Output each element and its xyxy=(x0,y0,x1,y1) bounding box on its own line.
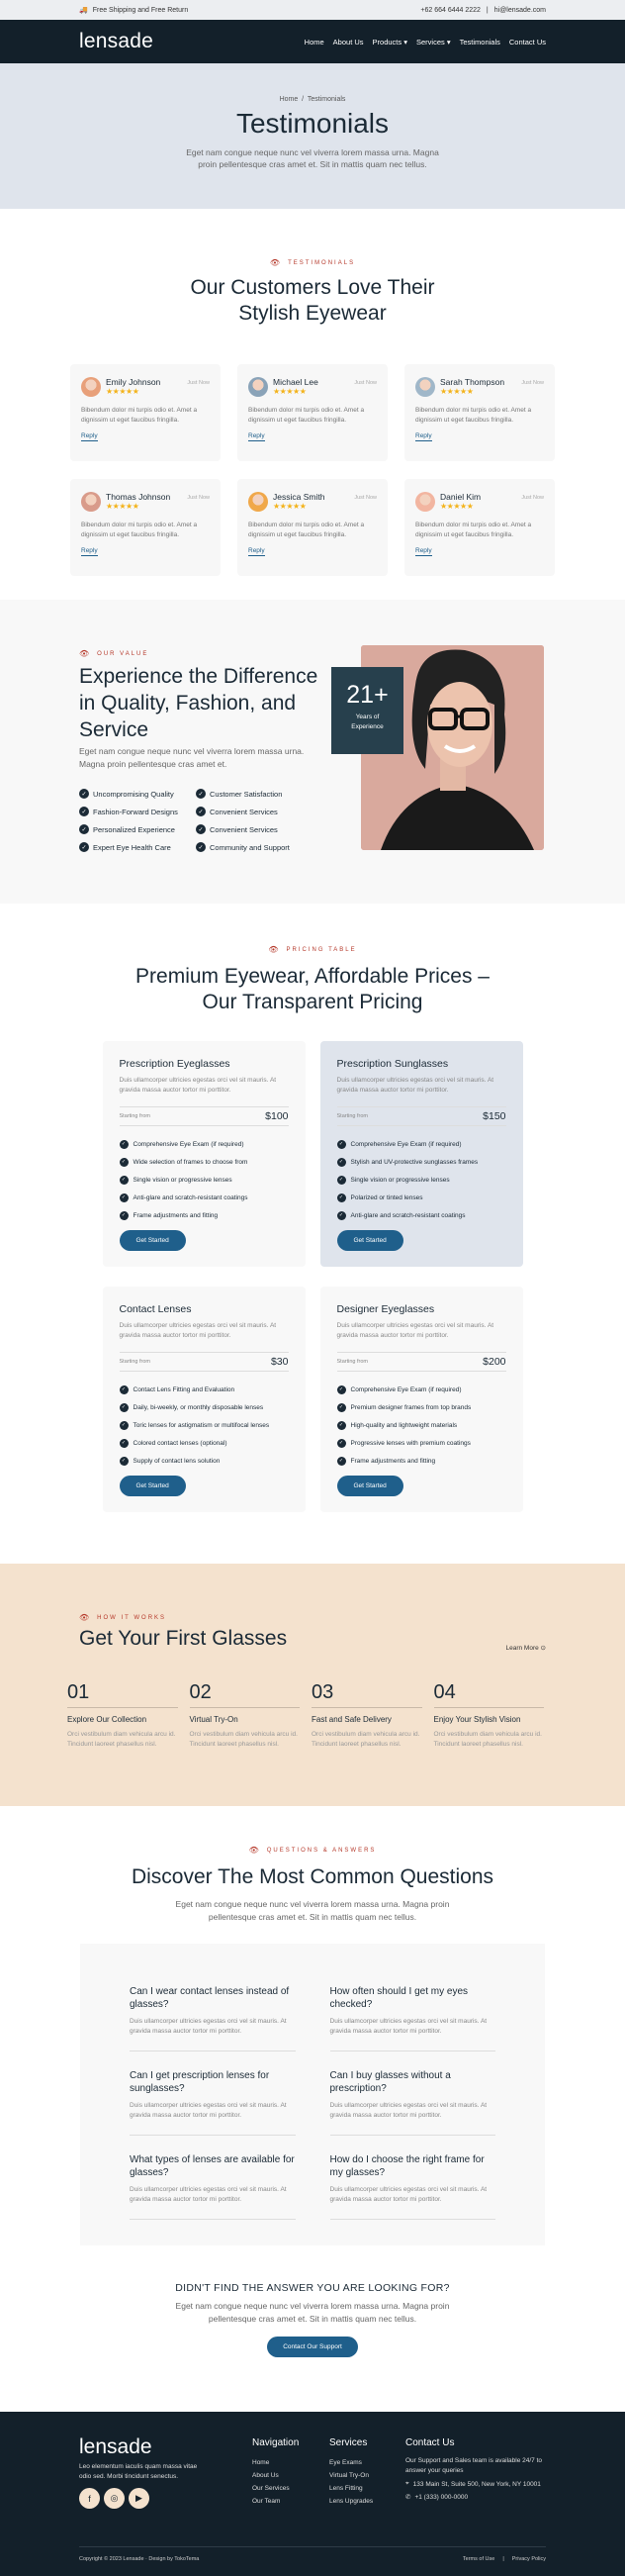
plan-description: Duis ullamcorper ultricies egestas orci vel sit mauris. At gravida massa auctor tortor mi porttitor. xyxy=(336,1322,494,1339)
footer-address: 133 Main St, Suite 500, New York, NY 10001 xyxy=(412,2480,541,2488)
check-icon: ✓ xyxy=(120,1193,129,1202)
footer-link-lens-upgrades[interactable]: Lens Upgrades xyxy=(329,2498,374,2505)
plan-name: Prescription Eyeglasses xyxy=(119,1058,230,1070)
plan-feature: ✓ Progressive lenses with premium coatings xyxy=(337,1434,506,1452)
plan-name: Designer Eyeglasses xyxy=(336,1303,435,1315)
testimonial-card xyxy=(237,479,388,576)
section-description: Eget nam congue neque nunc vel viverra lorem massa urna. Magna proin pellentesque cras amet et. Sit in mattis quam nec tellus. xyxy=(175,1899,450,1922)
learn-more-link[interactable]: Learn More ⊙ xyxy=(505,1645,546,1652)
step-title: Enjoy Your Stylish Vision xyxy=(433,1715,521,1724)
hero-description: Eget nam congue neque nunc vel viverra lorem massa urna. Magna proin pellentesque cras amet et. Sit in mattis quam nec tellus. xyxy=(186,147,439,169)
logo[interactable]: lensade xyxy=(79,30,153,52)
check-icon: ✓ xyxy=(337,1421,346,1430)
cta-description: Eget nam congue neque nunc vel viverra lorem massa urna. Magna proin pellentesque cras amet et. Sit in mattis quam nec tellus. xyxy=(175,2301,450,2324)
faq-question[interactable]: Can I wear contact lenses instead of glasses? xyxy=(130,1986,290,2010)
footer-logo[interactable]: lensade xyxy=(79,2435,152,2458)
customer-name: Emily Johnson xyxy=(106,377,161,387)
pricing-card xyxy=(103,1287,306,1512)
avatar xyxy=(415,377,435,397)
customer-name: Sarah Thompson xyxy=(440,377,505,387)
plan-feature: ✓ Anti-glare and scratch-resistant coatings xyxy=(120,1189,289,1206)
footer-contact xyxy=(405,2437,544,2501)
faq-list xyxy=(80,1944,545,2245)
check-icon: ✓ xyxy=(337,1193,346,1202)
cta-title: DIDN'T FIND THE ANSWER YOU ARE LOOKING FOR? xyxy=(175,2282,450,2294)
section-eyebrow: 👁 TESTIMONIALS xyxy=(269,258,356,267)
starting-label: Starting from xyxy=(336,1359,368,1365)
value-item: ✓ Personalized Experience xyxy=(79,824,196,834)
testimonial-card xyxy=(404,479,555,576)
review-date: Just Now xyxy=(521,380,544,386)
check-icon: ✓ xyxy=(120,1421,129,1430)
customer-name: Thomas Johnson xyxy=(106,492,171,502)
footer-bottom: Copyright © 2023 Lensade · Design by TokoTema Terms of Use | Privacy Policy xyxy=(79,2546,546,2562)
step-item xyxy=(190,1680,312,1749)
check-icon: ✓ xyxy=(79,789,89,799)
step-description: Orci vestibulum diam vehicula arcu id. Tincidunt laoreet phasellus nisl. xyxy=(67,1731,176,1748)
plan-feature: ✓ Comprehensive Eye Exam (if required) xyxy=(337,1381,506,1398)
review-date: Just Now xyxy=(354,380,377,386)
section-eyebrow: 👁 HOW IT WORKS xyxy=(79,1613,167,1622)
contact-support-button[interactable]: Contact Our Support xyxy=(267,2337,358,2357)
customer-name: Michael Lee xyxy=(273,377,318,387)
section-eyebrow: 👁 OUR VALUE xyxy=(79,649,149,658)
review-text: Bibendum dolor mi turpis odio et. Amet a dignissim ut eget faucibus fringilla. xyxy=(248,407,365,424)
plan-feature: ✓ Comprehensive Eye Exam (if required) xyxy=(120,1135,289,1153)
faq-answer: Duis ullamcorper ultricies egestas orci vel sit mauris. At gravida massa auctor tortor mi porttitor. xyxy=(329,2186,488,2203)
page-hero xyxy=(0,63,625,209)
get-started-button[interactable]: Get Started xyxy=(120,1476,186,1496)
faq-question[interactable]: Can I get prescription lenses for sunglasses? xyxy=(130,2070,270,2094)
eye-icon: 👁 xyxy=(248,1846,261,1855)
footer-navigation xyxy=(252,2437,299,2508)
footer-link-home[interactable]: Home xyxy=(252,2459,270,2466)
check-icon: ✓ xyxy=(337,1385,346,1394)
check-icon: ✓ xyxy=(120,1439,129,1448)
pricing-section xyxy=(0,945,625,1512)
section-title: Discover The Most Common Questions xyxy=(131,1865,494,1888)
get-started-button[interactable]: Get Started xyxy=(120,1230,186,1251)
check-icon: ✓ xyxy=(120,1176,129,1185)
nav-home[interactable]: Home xyxy=(304,37,324,47)
page-title: Testimonials xyxy=(235,108,390,139)
step-number: 04 xyxy=(434,1680,545,1708)
faq-question[interactable]: How do I choose the right frame for my glasses? xyxy=(329,2154,485,2178)
main-nav xyxy=(0,20,625,63)
nav-services[interactable]: Services ▾ xyxy=(416,37,451,47)
faq-item[interactable] xyxy=(330,2153,496,2220)
plan-name: Contact Lenses xyxy=(119,1303,192,1315)
plan-feature: ✓ Frame adjustments and fitting xyxy=(120,1206,289,1224)
value-item: ✓ Uncompromising Quality xyxy=(79,789,196,799)
footer-link-virtual-try-on[interactable]: Virtual Try-On xyxy=(329,2472,369,2479)
step-number: 01 xyxy=(67,1680,178,1708)
footer-services-title: Services xyxy=(329,2437,368,2448)
review-text: Bibendum dolor mi turpis odio et. Amet a dignissim ut eget faucibus fringilla. xyxy=(415,407,532,424)
pricing-card xyxy=(103,1041,306,1267)
faq-item[interactable] xyxy=(130,1985,296,2051)
footer xyxy=(0,2412,625,2576)
review-date: Just Now xyxy=(187,380,210,386)
section-title: Experience the Difference in Quality, Fashion, and Service xyxy=(79,665,318,741)
faq-item[interactable] xyxy=(130,2069,296,2136)
step-title: Explore Our Collection xyxy=(67,1715,147,1724)
plan-feature: ✓ Anti-glare and scratch-resistant coatings xyxy=(337,1206,506,1224)
check-icon: ✓ xyxy=(337,1176,346,1185)
eye-icon: 👁 xyxy=(268,945,281,954)
faq-item[interactable] xyxy=(130,2153,296,2220)
review-date: Just Now xyxy=(354,495,377,501)
step-title: Virtual Try-On xyxy=(189,1715,238,1724)
rating-stars: ★★★★★ xyxy=(440,502,474,511)
customer-name: Daniel Kim xyxy=(440,492,482,502)
testimonials-section xyxy=(0,209,625,576)
terms-link[interactable]: Terms of Use xyxy=(462,2556,495,2562)
step-description: Orci vestibulum diam vehicula arcu id. Tincidunt laoreet phasellus nisl. xyxy=(433,1731,542,1748)
breadcrumb-current: Testimonials xyxy=(307,96,346,103)
plan-feature: ✓ Comprehensive Eye Exam (if required) xyxy=(337,1135,506,1153)
plan-feature: ✓ Toric lenses for astigmatism or multifocal lenses xyxy=(120,1416,289,1434)
plan-feature: ✓ High-quality and lightweight materials xyxy=(337,1416,506,1434)
check-icon: ✓ xyxy=(79,807,89,816)
footer-contact-title: Contact Us xyxy=(405,2437,455,2448)
plan-feature: ✓ Daily, bi-weekly, or monthly disposable lenses xyxy=(120,1398,289,1416)
step-number: 03 xyxy=(312,1680,422,1708)
footer-about: Leo elementum iaculis quam massa vitae odio sed. Morbi tincidunt senectus. xyxy=(79,2463,198,2480)
check-icon: ✓ xyxy=(196,824,206,834)
step-number: 02 xyxy=(190,1680,301,1708)
plan-price: $30 xyxy=(270,1356,289,1368)
breadcrumb: Home / Testimonials xyxy=(279,96,346,103)
starting-label: Starting from xyxy=(336,1113,368,1119)
value-section xyxy=(0,600,625,904)
value-item: ✓ Convenient Services xyxy=(196,824,305,834)
plan-price: $150 xyxy=(483,1110,506,1122)
section-eyebrow: 👁 PRICING TABLE xyxy=(268,945,357,954)
eye-icon: 👁 xyxy=(269,258,283,267)
testimonial-card xyxy=(70,364,221,461)
plan-description: Duis ullamcorper ultricies egestas orci vel sit mauris. At gravida massa auctor tortor mi porttitor. xyxy=(336,1077,494,1094)
plan-feature: ✓ Colored contact lenses (optional) xyxy=(120,1434,289,1452)
faq-section xyxy=(0,1846,625,2245)
step-item xyxy=(434,1680,557,1749)
avatar xyxy=(81,377,101,397)
check-icon: ✓ xyxy=(79,824,89,834)
review-text: Bibendum dolor mi turpis odio et. Amet a dignissim ut eget faucibus fringilla. xyxy=(81,522,198,538)
plan-feature: ✓ Frame adjustments and fitting xyxy=(337,1452,506,1470)
testimonial-card xyxy=(237,364,388,461)
get-started-button[interactable]: Get Started xyxy=(337,1476,403,1496)
how-it-works-section xyxy=(0,1564,625,1806)
youtube-icon[interactable]: ▶ xyxy=(129,2488,149,2509)
plan-name: Prescription Sunglasses xyxy=(336,1058,449,1070)
step-item xyxy=(312,1680,434,1749)
plan-description: Duis ullamcorper ultricies egestas orci vel sit mauris. At gravida massa auctor tortor mi porttitor. xyxy=(119,1322,277,1339)
phone-icon: ✆ xyxy=(405,2494,411,2501)
eye-icon: 👁 xyxy=(79,1613,92,1622)
review-date: Just Now xyxy=(521,495,544,501)
plan-feature: ✓ Wide selection of frames to choose from xyxy=(120,1153,289,1171)
avatar xyxy=(248,377,268,397)
check-icon: ✓ xyxy=(120,1457,129,1466)
check-icon: ✓ xyxy=(120,1211,129,1220)
rating-stars: ★★★★★ xyxy=(106,502,139,511)
instagram-icon[interactable]: ◎ xyxy=(104,2488,125,2509)
privacy-link[interactable]: Privacy Policy xyxy=(511,2556,546,2562)
review-text: Bibendum dolor mi turpis odio et. Amet a dignissim ut eget faucibus fringilla. xyxy=(248,522,365,538)
value-item: ✓ Expert Eye Health Care xyxy=(79,842,196,852)
faq-answer: Duis ullamcorper ultricies egestas orci vel sit mauris. At gravida massa auctor tortor mi porttitor. xyxy=(130,2018,287,2035)
reply-link[interactable]: Reply xyxy=(248,432,265,439)
section-title: Get Your First Glasses xyxy=(79,1627,288,1650)
plan-feature: ✓ Stylish and UV-protective sunglasses frames xyxy=(337,1153,506,1171)
plan-feature: ✓ Supply of contact lens solution xyxy=(120,1452,289,1470)
section-description: Eget nam congue neque nunc vel viverra lorem massa urna. Magna proin pellentesque cras amet et. xyxy=(79,746,305,769)
check-icon: ✓ xyxy=(120,1140,129,1149)
footer-link-eye-exams[interactable]: Eye Exams xyxy=(329,2459,362,2466)
starting-label: Starting from xyxy=(119,1113,150,1119)
value-item: ✓ Community and Support xyxy=(196,842,305,852)
plan-feature: ✓ Polarized or tinted lenses xyxy=(337,1189,506,1206)
experience-number: 21+ xyxy=(346,681,389,709)
footer-phone[interactable]: +1 (333) 000-0000 xyxy=(414,2493,469,2501)
plan-price: $100 xyxy=(265,1110,289,1122)
copyright: Copyright © 2023 Lensade · Design by TokoTema xyxy=(79,2556,200,2562)
step-item xyxy=(67,1680,190,1749)
experience-label: Years of Experience xyxy=(351,714,384,730)
plan-description: Duis ullamcorper ultricies egestas orci vel sit mauris. At gravida massa auctor tortor mi porttitor. xyxy=(119,1077,277,1094)
support-cta xyxy=(0,2282,625,2357)
plan-feature: ✓ Premium designer frames from top brands xyxy=(337,1398,506,1416)
chevron-down-icon: ▾ xyxy=(403,37,407,47)
truck-icon: 🚚 xyxy=(79,7,88,14)
review-text: Bibendum dolor mi turpis odio et. Amet a dignissim ut eget faucibus fringilla. xyxy=(415,522,532,538)
facebook-icon[interactable]: f xyxy=(79,2488,100,2509)
rating-stars: ★★★★★ xyxy=(106,387,139,396)
footer-link-team[interactable]: Our Team xyxy=(252,2498,281,2505)
section-title: Our Customers Love Their Stylish Eyewear xyxy=(190,276,435,325)
check-icon: ✓ xyxy=(196,842,206,852)
faq-item[interactable] xyxy=(330,1985,496,2051)
plan-feature: ✓ Contact Lens Fitting and Evaluation xyxy=(120,1381,289,1398)
plan-feature: ✓ Single vision or progressive lenses xyxy=(337,1171,506,1189)
avatar xyxy=(81,492,101,512)
check-icon: ✓ xyxy=(79,842,89,852)
footer-services xyxy=(329,2437,373,2508)
social-links xyxy=(79,2488,149,2509)
check-icon: ✓ xyxy=(120,1385,129,1394)
testimonial-card xyxy=(70,479,221,576)
reply-link[interactable]: Reply xyxy=(415,432,432,439)
faq-question[interactable]: What types of lenses are available for glasses? xyxy=(130,2154,295,2178)
nav-testimonials[interactable]: Testimonials xyxy=(459,37,500,47)
pricing-card xyxy=(320,1041,523,1267)
faq-question[interactable]: How often should I get my eyes checked? xyxy=(329,1986,469,2010)
step-description: Orci vestibulum diam vehicula arcu id. Tincidunt laoreet phasellus nisl. xyxy=(189,1731,298,1748)
reply-link[interactable]: Reply xyxy=(248,547,265,554)
eye-icon: 👁 xyxy=(79,649,92,658)
review-date: Just Now xyxy=(187,495,210,501)
review-text: Bibendum dolor mi turpis odio et. Amet a dignissim ut eget faucibus fringilla. xyxy=(81,407,198,424)
avatar xyxy=(248,492,268,512)
pricing-card xyxy=(320,1287,523,1512)
breadcrumb-home[interactable]: Home xyxy=(279,96,299,103)
reply-link[interactable]: Reply xyxy=(81,547,98,554)
rating-stars: ★★★★★ xyxy=(273,387,307,396)
get-started-button[interactable]: Get Started xyxy=(337,1230,403,1251)
step-title: Fast and Safe Delivery xyxy=(312,1715,392,1724)
faq-question[interactable]: Can I buy glasses without a prescription? xyxy=(329,2070,451,2094)
faq-answer: Duis ullamcorper ultricies egestas orci vel sit mauris. At gravida massa auctor tortor mi porttitor. xyxy=(130,2186,287,2203)
check-icon: ✓ xyxy=(120,1403,129,1412)
check-icon: ✓ xyxy=(337,1439,346,1448)
value-item: ✓ Convenient Services xyxy=(196,807,305,816)
customer-name: Jessica Smith xyxy=(273,492,325,502)
section-title: Premium Eyewear, Affordable Prices – Our Transparent Pricing xyxy=(135,965,490,1013)
value-item: ✓ Customer Satisfaction xyxy=(196,789,305,799)
faq-item[interactable] xyxy=(330,2069,496,2136)
check-icon: ✓ xyxy=(337,1211,346,1220)
avatar xyxy=(415,492,435,512)
check-icon: ✓ xyxy=(196,807,206,816)
footer-link-services[interactable]: Our Services xyxy=(252,2485,290,2492)
section-eyebrow: 👁 QUESTIONS & ANSWERS xyxy=(248,1846,377,1855)
footer-contact-description: Our Support and Sales team is available 24/7 to answer your queries xyxy=(405,2457,543,2474)
plan-feature: ✓ Single vision or progressive lenses xyxy=(120,1171,289,1189)
experience-badge xyxy=(331,667,403,754)
check-icon: ✓ xyxy=(337,1140,346,1149)
testimonial-card xyxy=(404,364,555,461)
reply-link[interactable]: Reply xyxy=(415,547,432,554)
rating-stars: ★★★★★ xyxy=(440,387,474,396)
shipping-text: Free Shipping and Free Return xyxy=(92,6,189,14)
faq-answer: Duis ullamcorper ultricies egestas orci vel sit mauris. At gravida massa auctor tortor mi porttitor. xyxy=(329,2102,488,2119)
email-link[interactable]: hi@lensade.com xyxy=(493,6,546,14)
arrow-right-icon: ⊙ xyxy=(540,1645,546,1652)
phone-link[interactable]: +62 664 6444 2222 xyxy=(420,6,481,14)
chevron-down-icon: ▾ xyxy=(446,37,451,47)
top-bar: 🚚 Free Shipping and Free Return +62 664 6444 2222 | hi@lensade.com xyxy=(0,0,625,20)
check-icon: ✓ xyxy=(120,1158,129,1167)
value-item: ✓ Fashion-Forward Designs xyxy=(79,807,196,816)
plan-price: $200 xyxy=(483,1356,506,1368)
faq-answer: Duis ullamcorper ultricies egestas orci vel sit mauris. At gravida massa auctor tortor mi porttitor. xyxy=(130,2102,287,2119)
check-icon: ✓ xyxy=(196,789,206,799)
footer-link-about[interactable]: About Us xyxy=(252,2472,279,2479)
reply-link[interactable]: Reply xyxy=(81,432,98,439)
nav-products[interactable]: Products ▾ xyxy=(372,37,407,47)
nav-contact[interactable]: Contact Us xyxy=(508,37,546,47)
faq-answer: Duis ullamcorper ultricies egestas orci vel sit mauris. At gravida massa auctor tortor mi porttitor. xyxy=(329,2018,488,2035)
check-icon: ✓ xyxy=(337,1158,346,1167)
footer-nav-title: Navigation xyxy=(252,2437,300,2448)
rating-stars: ★★★★★ xyxy=(273,502,307,511)
location-icon: ⌖ xyxy=(405,2480,409,2487)
starting-label: Starting from xyxy=(119,1359,150,1365)
check-icon: ✓ xyxy=(337,1403,346,1412)
step-description: Orci vestibulum diam vehicula arcu id. Tincidunt laoreet phasellus nisl. xyxy=(312,1731,420,1748)
check-icon: ✓ xyxy=(337,1457,346,1466)
footer-link-lens-fitting[interactable]: Lens Fitting xyxy=(329,2485,363,2492)
nav-about[interactable]: About Us xyxy=(332,37,364,47)
